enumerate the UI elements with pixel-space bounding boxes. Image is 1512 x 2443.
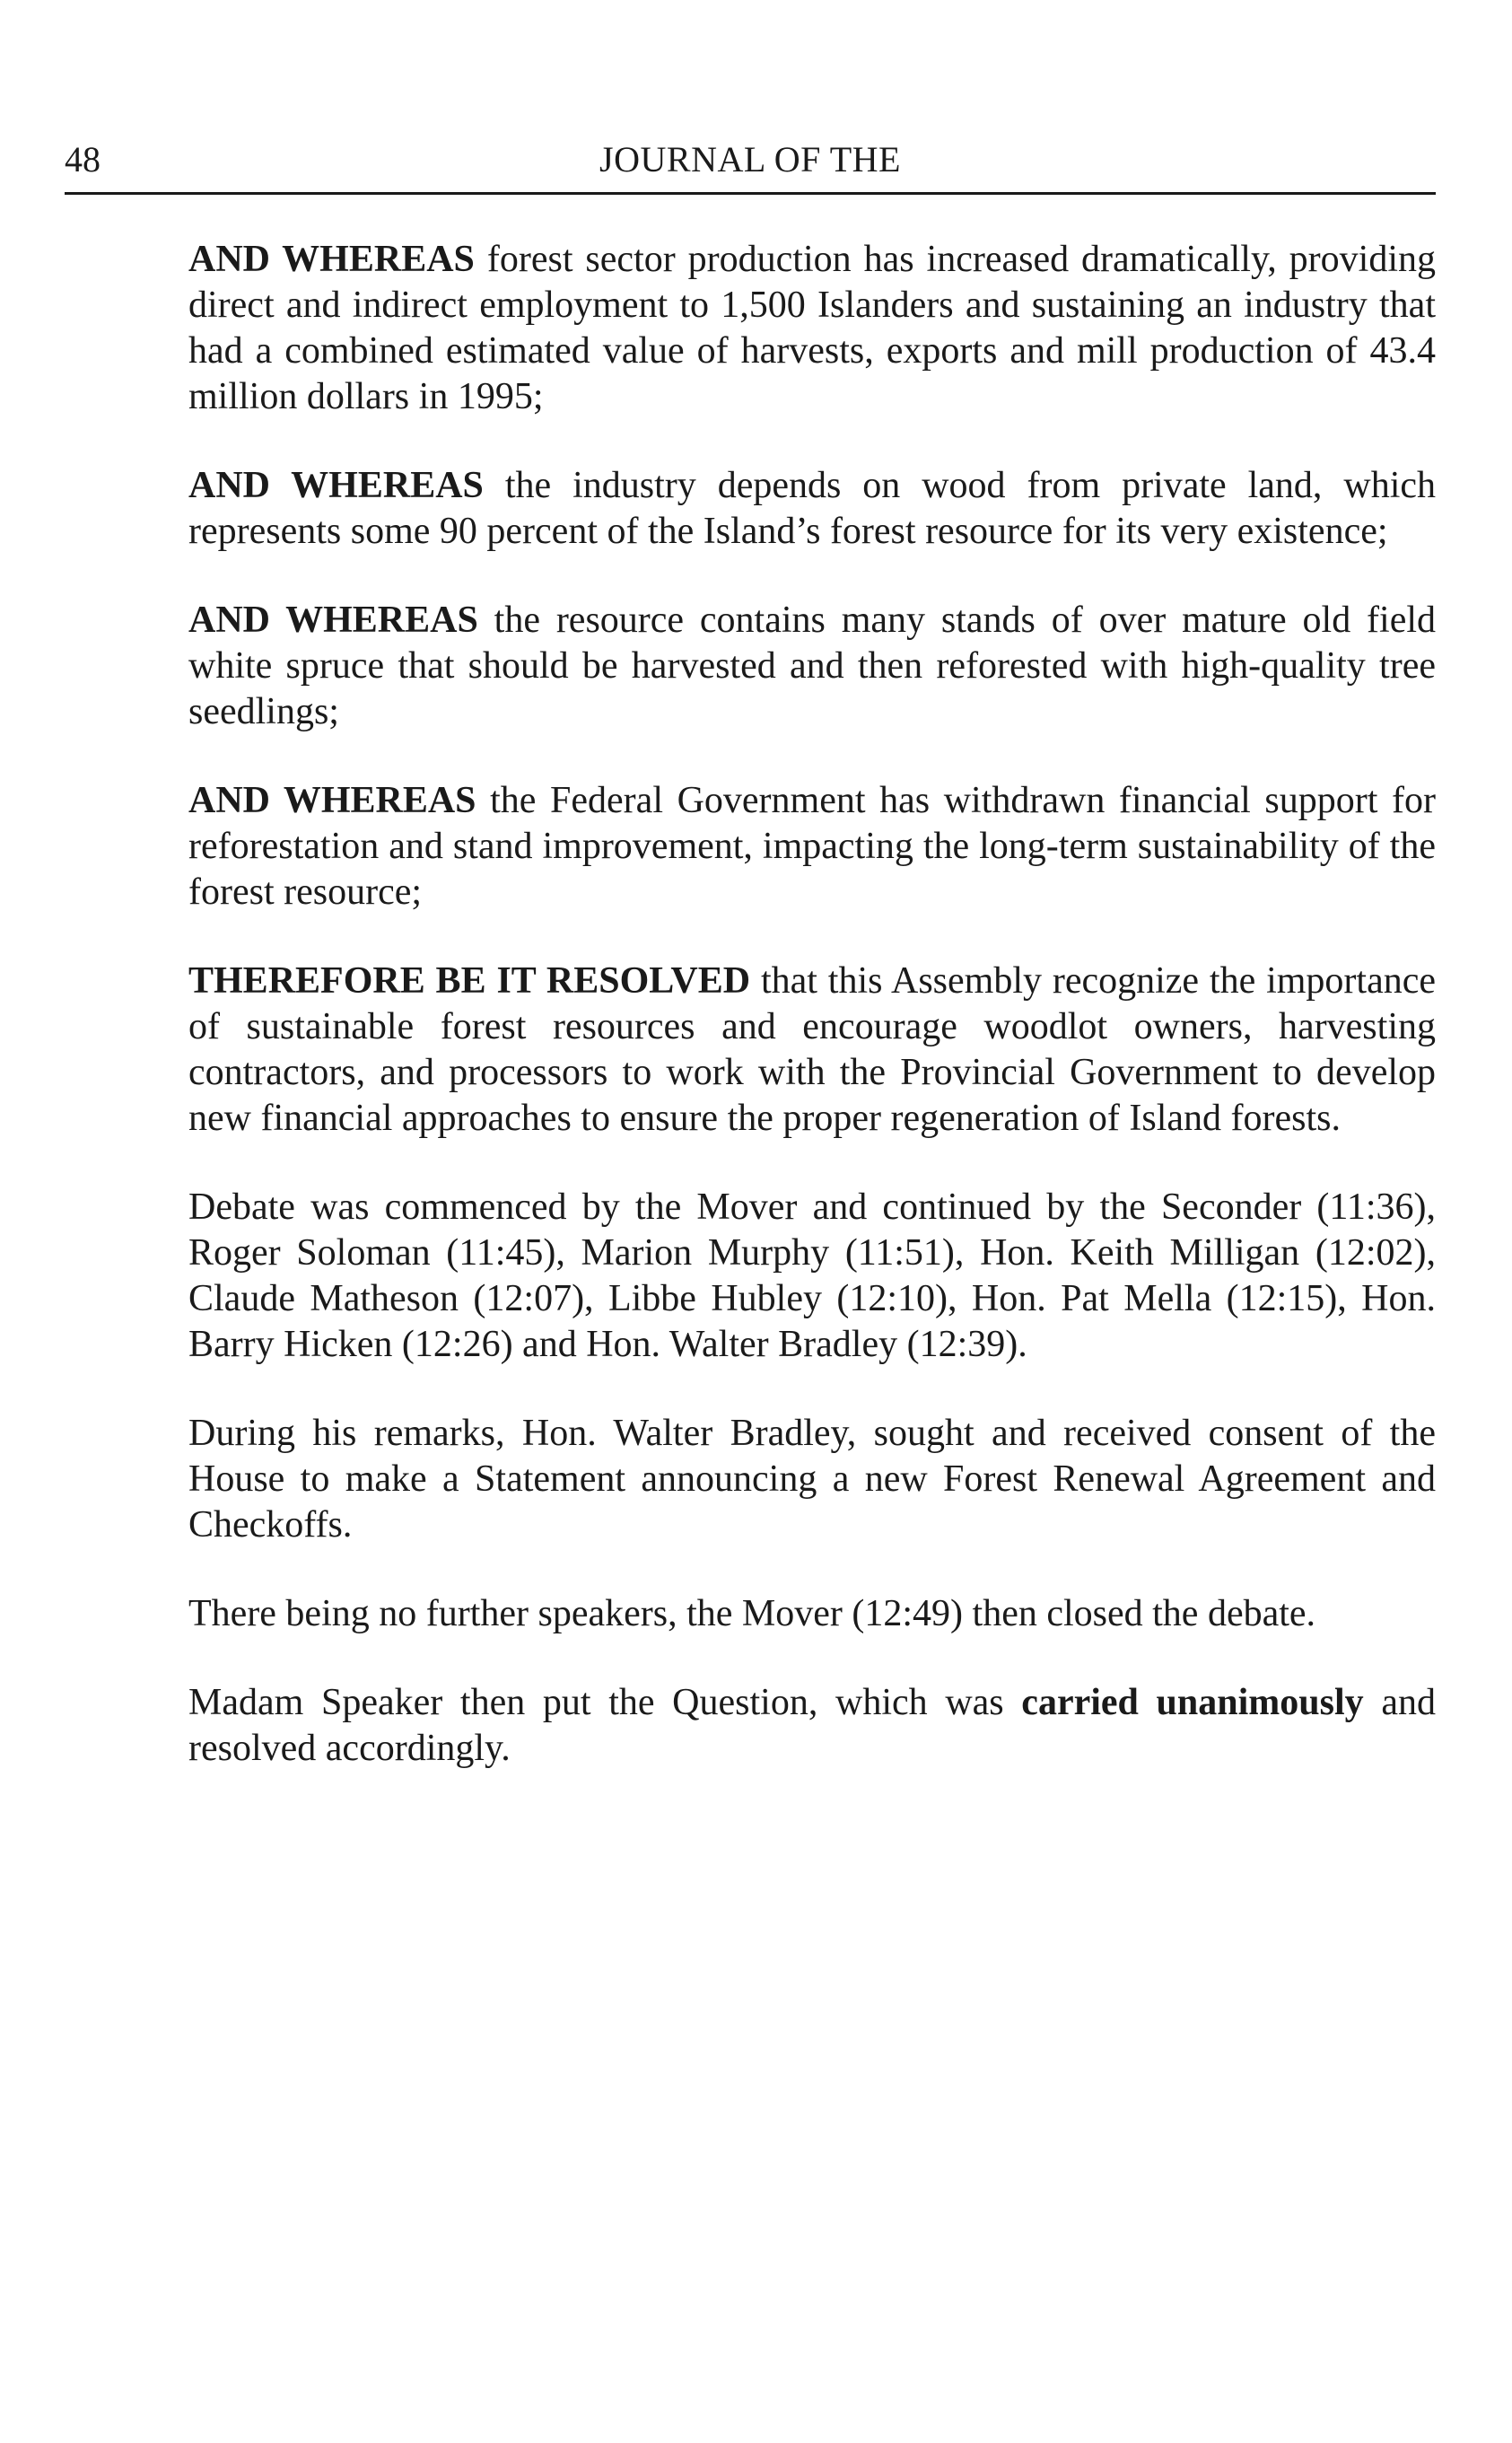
paragraph-lead: AND WHEREAS — [188, 600, 478, 641]
debate-paragraph: Debate was commenced by the Mover and continued by the Seconder (11:36), Roger Soloman (11:45), Marion Murphy (11:51), Hon. Keith Milligan (12:02), Claude Matheson (12:07), Libbe Hubley (12:10), Hon. Pat Mella (12:15), Hon. Barry Hicken (12:26) and Hon. Walter Bradley (12:39). — [188, 1186, 1436, 1365]
paragraph-text: the resource contains many stands of over mature old field white spruce that should be harvested and then reforested with high-quality tree seedlings; — [188, 600, 1437, 732]
page-number: 48 — [65, 139, 101, 180]
question-text-before: Madam Speaker then put the Question, which was — [188, 1682, 1022, 1723]
paragraph-lead: THEREFORE BE IT RESOLVED — [188, 960, 751, 1002]
journal-body — [188, 237, 1436, 1815]
closing-paragraph: There being no further speakers, the Mover (12:49) then closed the debate. — [188, 1593, 1316, 1634]
paragraph-text: that this Assembly recognize the importance of sustainable forest resources and encourage woodlot owners, harvesting contractors, and processors to work with the Provincial Government to develop new financial approaches to ensure the proper regeneration of Island forests. — [188, 960, 1437, 1139]
page-header — [65, 136, 1436, 195]
whereas-paragraph-1 — [188, 237, 1436, 420]
whereas-paragraph-2 — [188, 463, 1436, 555]
paragraph-lead: AND WHEREAS — [188, 780, 476, 821]
resolved-paragraph — [188, 959, 1436, 1142]
running-head: JOURNAL OF THE — [599, 139, 901, 180]
paragraph-lead: AND WHEREAS — [188, 465, 484, 506]
paragraph-text: the industry depends on wood from private land, which represents some 90 percent of the Island’s forest resource for its very existence; — [188, 465, 1437, 552]
question-paragraph — [188, 1680, 1436, 1772]
paragraph-text: the Federal Government has withdrawn financial support for reforestation and stand improvement, impacting the long-term sustainability of the forest resource; — [188, 780, 1436, 913]
remarks-paragraph: During his remarks, Hon. Walter Bradley, sought and received consent of the House to make a Statement announcing a new Forest Renewal Agreement and Checkoffs. — [188, 1413, 1436, 1545]
question-result: carried unanimously — [1021, 1682, 1364, 1723]
paragraph-lead: AND WHEREAS — [188, 239, 475, 280]
paragraph-text: forest sector production has increased dramatically, providing direct and indirect employment to 1,500 Islanders and sustaining an industry that had a combined estimated value of harvests, exports and mill production of 43.4 million dollars in 1995; — [188, 239, 1436, 417]
question-text-after: and resolved accordingly. — [188, 1682, 1436, 1769]
whereas-paragraph-4 — [188, 778, 1436, 915]
whereas-paragraph-3 — [188, 598, 1436, 735]
